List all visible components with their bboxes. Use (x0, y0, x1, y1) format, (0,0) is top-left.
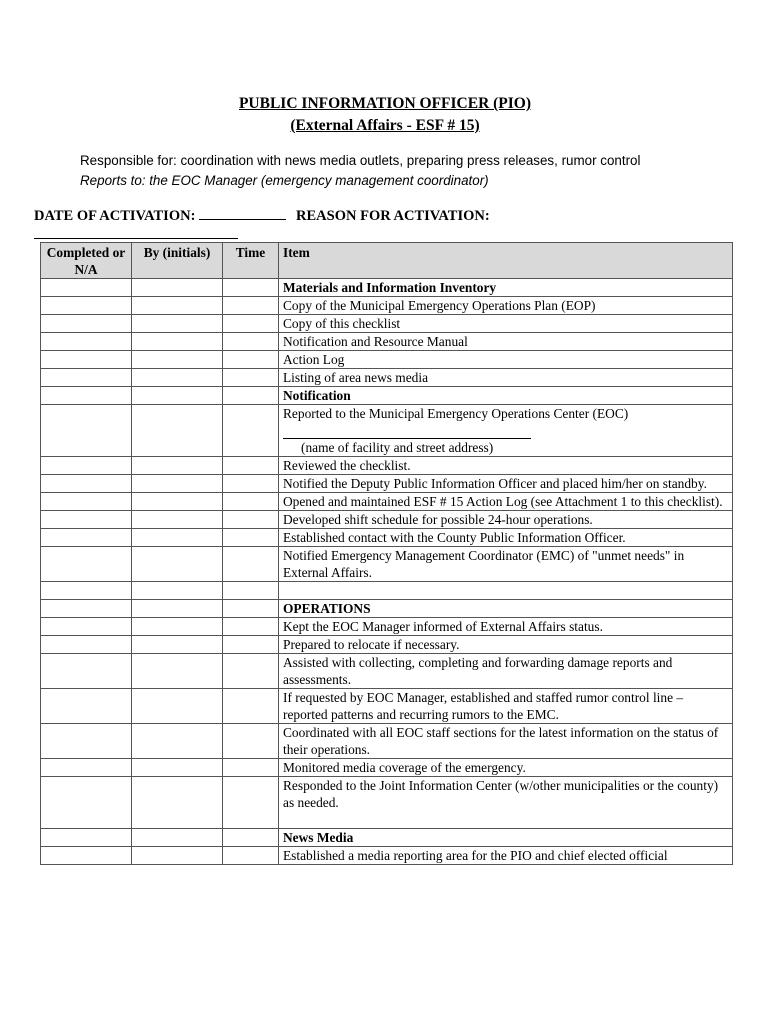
table-row (41, 829, 733, 847)
completed-cell[interactable] (41, 475, 132, 493)
initials-cell[interactable] (132, 279, 223, 297)
item-text: Reported to the Municipal Emergency Operations Center (EOC) (283, 406, 629, 421)
completed-cell[interactable] (41, 636, 132, 654)
item-cell (279, 777, 733, 829)
facility-address-hint: (name of facility and street address) (301, 440, 494, 455)
facility-address-blank[interactable] (283, 424, 531, 439)
completed-cell[interactable] (41, 369, 132, 387)
header-by-initials: By (initials) (132, 243, 223, 279)
completed-cell[interactable] (41, 600, 132, 618)
item-cell (279, 654, 733, 689)
spacer (283, 811, 728, 828)
item-cell (279, 369, 733, 387)
item-text: Responded to the Joint Information Center (w/other municipalities or the county) as needed. (283, 778, 722, 810)
completed-cell[interactable] (41, 297, 132, 315)
item-cell (279, 600, 733, 618)
initials-cell[interactable] (132, 529, 223, 547)
table-row (41, 297, 733, 315)
item-text: Notified Emergency Management Coordinator (EMC) of "unmet needs" in External Affairs. (283, 548, 688, 580)
item-cell (279, 529, 733, 547)
item-cell (279, 636, 733, 654)
table-row (41, 315, 733, 333)
item-text: Coordinated with all EOC staff sections for the latest information on the status of their operations. (283, 725, 722, 757)
initials-cell[interactable] (132, 847, 223, 865)
completed-cell[interactable] (41, 493, 132, 511)
item-cell (279, 547, 733, 582)
initials-cell[interactable] (132, 600, 223, 618)
table-header-row (41, 243, 733, 279)
time-cell[interactable] (223, 777, 279, 829)
item-cell (279, 279, 733, 297)
item-text: Notification (283, 388, 351, 403)
completed-cell[interactable] (41, 405, 132, 457)
time-cell[interactable] (223, 636, 279, 654)
item-cell (279, 315, 733, 333)
item-cell (279, 689, 733, 724)
item-cell (279, 333, 733, 351)
completed-cell[interactable] (41, 333, 132, 351)
header-completed: Completed or N/A (41, 243, 132, 279)
table-row (41, 654, 733, 689)
time-cell[interactable] (223, 547, 279, 582)
initials-cell[interactable] (132, 405, 223, 457)
table-row (41, 493, 733, 511)
table-row (41, 387, 733, 405)
table-row (41, 511, 733, 529)
initials-cell[interactable] (132, 297, 223, 315)
time-cell[interactable] (223, 724, 279, 759)
table-row (41, 475, 733, 493)
time-cell[interactable] (223, 351, 279, 369)
completed-cell[interactable] (41, 777, 132, 829)
time-cell[interactable] (223, 475, 279, 493)
initials-cell[interactable] (132, 654, 223, 689)
table-row (41, 351, 733, 369)
table-row (41, 369, 733, 387)
completed-cell[interactable] (41, 759, 132, 777)
item-text: Action Log (283, 352, 345, 367)
item-text: Copy of the Municipal Emergency Operations Plan (EOP) (283, 298, 596, 313)
item-cell (279, 511, 733, 529)
item-cell (279, 724, 733, 759)
initials-cell[interactable] (132, 457, 223, 475)
table-row (41, 529, 733, 547)
completed-cell[interactable] (41, 279, 132, 297)
completed-cell[interactable] (41, 618, 132, 636)
completed-cell[interactable] (41, 387, 132, 405)
item-cell (279, 618, 733, 636)
initials-cell[interactable] (132, 724, 223, 759)
item-cell (279, 457, 733, 475)
time-cell[interactable] (223, 600, 279, 618)
item-text: Listing of area news media (283, 370, 429, 385)
header-item: Item (279, 243, 733, 279)
item-text: If requested by EOC Manager, established and staffed rumor control line – reported patterns and recurring rumors to the EMC. (283, 690, 687, 722)
initials-cell[interactable] (132, 387, 223, 405)
table-row (41, 405, 733, 457)
reason-for-activation-label: REASON FOR ACTIVATION: (296, 208, 490, 224)
item-text: Reviewed the checklist. (283, 458, 411, 473)
completed-cell[interactable] (41, 689, 132, 724)
initials-cell[interactable] (132, 582, 223, 600)
initials-cell[interactable] (132, 475, 223, 493)
item-text: Notified the Deputy Public Information Officer and placed him/her on standby. (283, 476, 707, 491)
time-cell[interactable] (223, 654, 279, 689)
initials-cell[interactable] (132, 315, 223, 333)
item-text: Copy of this checklist (283, 316, 401, 331)
checklist-table (40, 242, 733, 865)
page-title: PUBLIC INFORMATION OFFICER (PIO) (238, 95, 532, 112)
reason-for-activation-field[interactable] (34, 238, 238, 239)
completed-cell[interactable] (41, 847, 132, 865)
table-row (41, 333, 733, 351)
item-text: Notification and Resource Manual (283, 334, 468, 349)
table-row (41, 847, 733, 865)
time-cell[interactable] (223, 279, 279, 297)
item-cell (279, 351, 733, 369)
date-of-activation-label: DATE OF ACTIVATION: (34, 208, 196, 224)
initials-cell[interactable] (132, 547, 223, 582)
table-row (41, 636, 733, 654)
initials-cell[interactable] (132, 689, 223, 724)
checklist-body (41, 279, 733, 865)
responsible-for-text: Responsible for: coordination with news media outlets, preparing press releases, rumor control (80, 153, 641, 168)
time-cell[interactable] (223, 457, 279, 475)
time-cell[interactable] (223, 297, 279, 315)
time-cell[interactable] (223, 847, 279, 865)
initials-cell[interactable] (132, 493, 223, 511)
item-text: Kept the EOC Manager informed of External Affairs status. (283, 619, 603, 634)
item-cell (279, 387, 733, 405)
table-row (41, 759, 733, 777)
item-text: Established contact with the County Public Information Officer. (283, 530, 626, 545)
initials-cell[interactable] (132, 511, 223, 529)
initials-cell[interactable] (132, 759, 223, 777)
completed-cell[interactable] (41, 351, 132, 369)
item-text: Developed shift schedule for possible 24-hour operations. (283, 512, 593, 527)
initials-cell[interactable] (132, 636, 223, 654)
time-cell[interactable] (223, 511, 279, 529)
time-cell[interactable] (223, 405, 279, 457)
time-cell[interactable] (223, 387, 279, 405)
page-subtitle: (External Affairs - ESF # 15) (290, 117, 480, 134)
item-cell (279, 297, 733, 315)
time-cell[interactable] (223, 618, 279, 636)
header-time: Time (223, 243, 279, 279)
time-cell[interactable] (223, 689, 279, 724)
initials-cell[interactable] (132, 333, 223, 351)
table-row (41, 600, 733, 618)
table-row (41, 618, 733, 636)
table-row (41, 457, 733, 475)
initials-cell[interactable] (132, 777, 223, 829)
item-text: Prepared to relocate if necessary. (283, 637, 460, 652)
table-row (41, 777, 733, 829)
time-cell[interactable] (223, 493, 279, 511)
table-row (41, 582, 733, 600)
item-text (283, 583, 286, 598)
item-text: Monitored media coverage of the emergency. (283, 760, 526, 775)
time-cell[interactable] (223, 529, 279, 547)
initials-cell[interactable] (132, 829, 223, 847)
item-cell (279, 405, 733, 457)
activation-row (34, 207, 490, 225)
table-row (41, 279, 733, 297)
item-cell (279, 493, 733, 511)
initials-cell[interactable] (132, 618, 223, 636)
item-text: Opened and maintained ESF # 15 Action Log (see Attachment 1 to this checklist). (283, 494, 723, 509)
time-cell[interactable] (223, 759, 279, 777)
item-cell (279, 829, 733, 847)
item-cell (279, 847, 733, 865)
completed-cell[interactable] (41, 654, 132, 689)
item-text: Materials and Information Inventory (283, 280, 497, 295)
item-text: News Media (283, 830, 354, 845)
item-text: Assisted with collecting, completing and forwarding damage reports and assessments. (283, 655, 676, 687)
initials-cell[interactable] (132, 369, 223, 387)
time-cell[interactable] (223, 582, 279, 600)
item-text: Established a media reporting area for the PIO and chief elected official (283, 848, 668, 863)
completed-cell[interactable] (41, 582, 132, 600)
item-text: OPERATIONS (283, 601, 371, 616)
time-cell[interactable] (223, 369, 279, 387)
completed-cell[interactable] (41, 315, 132, 333)
table-row (41, 724, 733, 759)
table-row (41, 547, 733, 582)
completed-cell[interactable] (41, 724, 132, 759)
time-cell[interactable] (223, 315, 279, 333)
completed-cell[interactable] (41, 511, 132, 529)
item-cell (279, 475, 733, 493)
date-of-activation-field[interactable] (199, 207, 286, 220)
item-cell (279, 582, 733, 600)
completed-cell[interactable] (41, 529, 132, 547)
completed-cell[interactable] (41, 547, 132, 582)
time-cell[interactable] (223, 333, 279, 351)
reports-to-text: Reports to: the EOC Manager (emergency management coordinator) (80, 173, 489, 188)
completed-cell[interactable] (41, 829, 132, 847)
initials-cell[interactable] (132, 351, 223, 369)
completed-cell[interactable] (41, 457, 132, 475)
item-cell (279, 759, 733, 777)
time-cell[interactable] (223, 829, 279, 847)
table-row (41, 689, 733, 724)
